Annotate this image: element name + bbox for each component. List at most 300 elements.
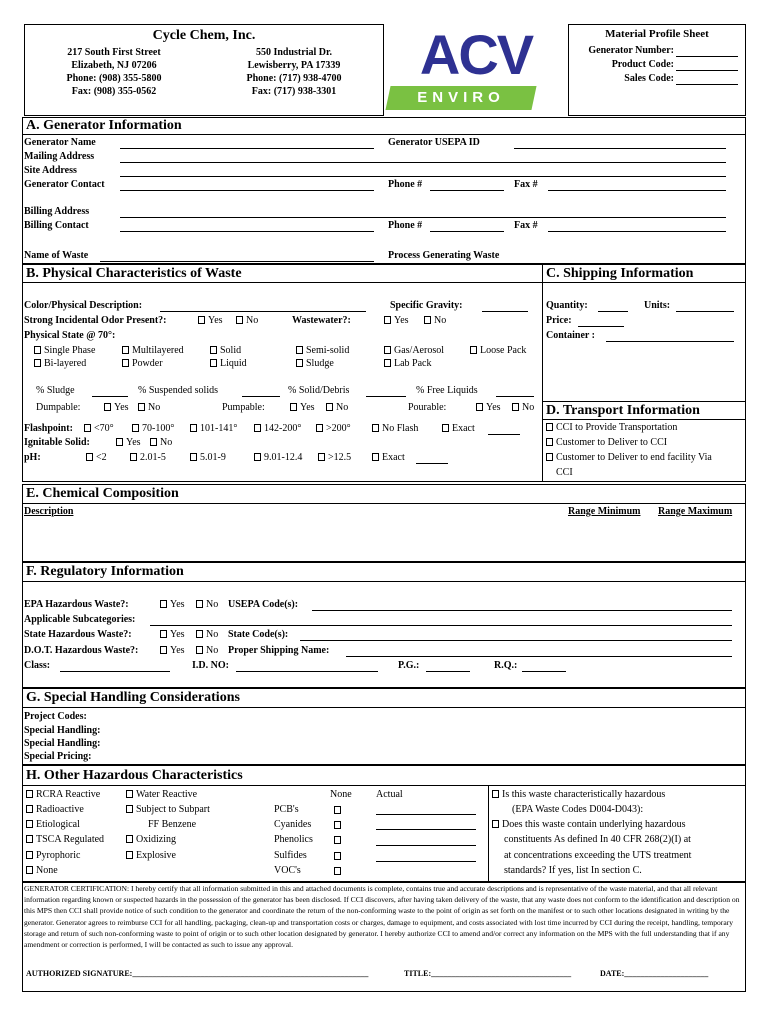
checkbox-icon[interactable] [126,835,133,843]
checkbox-icon[interactable] [122,359,129,367]
container-field[interactable] [606,341,734,342]
option-label: Yes [208,315,223,326]
transport-option-customer-cci[interactable] [546,437,667,449]
fp-option-142-200[interactable] [254,423,301,435]
checkbox-icon[interactable] [236,316,243,324]
section-f-divider [22,581,746,582]
pct-solid-debris-field[interactable] [366,396,406,397]
option-label: >12.5 [328,452,352,463]
pourable-no[interactable] [512,402,534,414]
quantity-field[interactable] [598,311,628,312]
fp-option-lt70[interactable] [84,423,114,435]
ph-option-9-12[interactable] [254,452,302,464]
usepa-id-field[interactable] [514,148,726,149]
gas-aerosol-option[interactable] [384,345,444,357]
id-no-field[interactable] [236,671,378,672]
section-g-divider [22,707,746,708]
checkbox-icon[interactable] [372,424,379,432]
underlying-hazardous-question[interactable] [492,819,686,831]
section-d-divider [542,419,746,420]
sulfides-actual-field[interactable] [376,861,476,862]
pumpable-no[interactable] [326,402,348,414]
pct-sludge-label: % Sludge [36,385,75,396]
checkbox-icon[interactable] [492,820,499,828]
checkbox-icon[interactable] [254,453,261,461]
wastewater-no[interactable] [424,315,446,327]
option-label: Loose Pack [480,345,527,356]
checkbox-icon[interactable] [384,346,391,354]
transport-option-end-facility[interactable] [546,452,712,464]
billing-address-label: Billing Address [24,206,90,217]
ph-option-5-9[interactable] [190,452,226,464]
vocs-label: VOC's [274,865,301,876]
sulfides-label: Sulfides [274,850,307,861]
single-phase-option[interactable] [34,345,95,357]
fp-option-gt200[interactable] [316,423,351,435]
product-code-field[interactable] [676,70,738,71]
epa-hw-label: EPA Hazardous Waste?: [24,599,129,610]
dot-hw-no[interactable] [196,645,218,657]
checkbox-icon[interactable] [546,438,553,446]
pg-field[interactable] [426,671,470,672]
generator-number-label: Generator Number: [588,45,674,56]
generator-number-field[interactable] [676,56,738,57]
company-name: Cycle Chem, Inc. [152,28,256,43]
pyrophoric-option[interactable] [26,850,80,862]
odor-label: Strong Incidental Odor Present?: [24,315,167,326]
usepa-id-label: Generator USEPA ID [388,137,480,148]
checkbox-icon[interactable] [316,424,323,432]
checkbox-icon[interactable] [470,346,477,354]
char-hazardous-question-cont: (EPA Waste Codes D004-D043): [512,804,644,815]
checkbox-icon[interactable] [104,403,111,411]
section-h-divider [22,785,746,786]
checkbox-icon[interactable] [190,424,197,432]
option-label: Yes [170,629,185,640]
checkbox-icon[interactable] [26,851,33,859]
epa-hw-no[interactable] [196,599,218,611]
phenolics-label: Phenolics [274,834,313,845]
none-column-header: None [330,789,352,800]
radioactive-option[interactable] [26,804,84,816]
vocs-none-checkbox[interactable] [334,867,341,875]
phone-label: Phone # [388,179,423,190]
cyanides-label: Cyanides [274,819,312,830]
shipping-name-label: Proper Shipping Name: [228,645,330,656]
option-label: No [148,402,161,413]
checkbox-icon[interactable] [198,316,205,324]
checkbox-icon[interactable] [196,646,203,654]
option-label: Water Reactive [136,789,198,800]
subject-to-subpart-option[interactable] [126,804,210,816]
section-e-title: E. Chemical Composition [26,486,179,501]
pct-free-liquids-field[interactable] [496,396,534,397]
checkbox-icon[interactable] [424,316,431,324]
checkbox-icon[interactable] [34,359,41,367]
explosive-option[interactable] [126,850,176,862]
option-label: 142-200° [264,423,302,434]
address-line: Phone: (908) 355-5800 [66,73,162,84]
checkbox-icon[interactable] [84,424,91,432]
ff-benzene-label: FF Benzene [148,819,197,830]
site-address-field[interactable] [120,176,726,177]
container-label: Container : [546,330,595,341]
dot-hw-yes[interactable] [160,645,185,657]
ph-option-lt2[interactable] [86,452,107,464]
section-c-title: C. Shipping Information [546,266,694,281]
option-label: Yes [300,402,315,413]
section-h-title: H. Other Hazardous Characteristics [26,768,243,783]
semi-solid-option[interactable] [296,345,349,357]
transport-option-cci[interactable] [546,422,677,434]
billing-address-field[interactable] [120,217,726,218]
project-codes-label: Project Codes: [24,711,87,722]
pcbs-actual-field[interactable] [376,814,476,815]
mailing-address-field[interactable] [120,162,726,163]
checkbox-icon[interactable] [210,346,217,354]
address-line: Fax: (908) 355-0562 [71,86,157,97]
section-b-title: B. Physical Characteristics of Waste [26,266,242,281]
acv-enviro-logo [386,24,566,116]
pct-suspended-field[interactable] [242,396,280,397]
option-label: Exact [452,423,475,434]
pct-free-liquids-label: % Free Liquids [416,385,478,396]
checkbox-icon[interactable] [126,805,133,813]
checkbox-icon[interactable] [372,453,379,461]
ignitable-yes[interactable] [116,437,141,449]
certification-text: GENERATOR CERTIFICATION: I hereby certify that all information submitted in this and attached documents is complete, contains true and accurate descriptions and is representative of the waste material, and that all relevant information regarding known or suspected hazards in the possession of the generator has been disclosed. If CCI discovers, after having taken delivery of the waste, that any waste does not conform to the identification and description on this MPS then CCI shall provide notice of such condition to the generator and coordinate the return of the non-conforming waste to the point of origin as set forth on the manifest or to such other locations designated in writing by the generator. Generator agrees to reimburse CCI for all handling, packaging, clean-up and transportation costs or charges, damage to equipment, and costs associated with lost time incurred by CCI during the receipt, handling, temporary storage and return of such non-conforming waste to point of origin or to such other location designated by generator. I hereby authorize CCI to amend and/or correct any information on the MPS with the full understanding that if any amendment or correction is performed, I will be contacted as such to issue any approval. [24,884,740,950]
rq-field[interactable] [522,671,566,672]
pumpable-yes[interactable] [290,402,315,414]
authorized-signature-field[interactable]: AUTHORIZED SIGNATURE:___________________________________________________________ [26,969,369,978]
option-label: Sludge [306,358,334,369]
odor-yes[interactable] [198,315,223,327]
generator-name-label: Generator Name [24,137,96,148]
cyanides-actual-field[interactable] [376,829,476,830]
phenolics-none-checkbox[interactable] [334,836,341,844]
ph-option-exact[interactable] [372,452,405,464]
specific-gravity-field[interactable] [482,311,528,312]
quantity-label: Quantity: [546,300,588,311]
option-label: No [206,629,219,640]
checkbox-icon[interactable] [442,424,449,432]
fp-option-exact[interactable] [442,423,475,435]
powder-option[interactable] [122,358,163,370]
pourable-label: Pourable: [408,402,447,413]
address-line: Fax: (717) 938-3301 [251,86,337,97]
checkbox-icon[interactable] [492,790,499,798]
date-field[interactable]: DATE:_____________________ [600,969,709,978]
subcategories-field[interactable] [150,625,732,626]
sales-code-field[interactable] [676,84,738,85]
option-label: No [522,402,535,413]
subcategories-label: Applicable Subcategories: [24,614,136,625]
address-line: 550 Industrial Dr. [255,47,333,58]
section-d-title: D. Transport Information [546,403,700,418]
ph-option-gt12[interactable] [318,452,351,464]
units-label: Units: [644,300,671,311]
checkbox-icon[interactable] [512,403,519,411]
pct-suspended-label: % Suspended solids [138,385,218,396]
checkbox-icon[interactable] [384,316,391,324]
option-label: RCRA Reactive [36,789,101,800]
option-label: Customer to Deliver to CCI [556,437,668,448]
checkbox-icon[interactable] [296,359,303,367]
section-e-divider [22,503,746,504]
section-b-box [22,264,746,482]
checkbox-icon[interactable] [150,438,157,446]
pourable-yes[interactable] [476,402,501,414]
section-c-divider [542,264,543,482]
checkbox-icon[interactable] [384,359,391,367]
process-generating-label: Process Generating Waste [388,250,500,261]
checkbox-icon[interactable] [546,453,553,461]
class-label: Class: [24,660,51,671]
dot-hw-label: D.O.T. Hazardous Waste?: [24,645,139,656]
checkbox-icon[interactable] [196,600,203,608]
units-field[interactable] [676,311,734,312]
option-label: CCI to Provide Transportation [556,422,678,433]
option-label: 9.01-12.4 [264,452,303,463]
checkbox-icon[interactable] [290,403,297,411]
address-line: Elizabeth, NJ 07206 [71,60,157,71]
checkbox-icon[interactable] [126,790,133,798]
actual-column-header: Actual [376,789,403,800]
sulfides-none-checkbox[interactable] [334,852,341,860]
state-hw-label: State Hazardous Waste?: [24,629,132,640]
checkbox-icon[interactable] [26,820,33,828]
option-label: No [206,599,219,610]
section-a-title: A. Generator Information [26,118,182,133]
option-label: Solid [220,345,242,356]
generator-contact-field[interactable] [120,190,374,191]
checkbox-icon[interactable] [34,346,41,354]
loose-pack-option[interactable] [470,345,526,357]
ph-exact-field[interactable] [416,463,448,464]
ph-option-2-5[interactable] [130,452,166,464]
option-label: <70° [94,423,114,434]
address-line: Lewisberry, PA 17339 [247,60,341,71]
state-codes-field[interactable] [300,640,732,641]
option-label: Yes [170,599,185,610]
fp-option-no-flash[interactable] [372,423,418,435]
color-description-label: Color/Physical Description: [24,300,143,311]
name-of-waste-label: Name of Waste [24,250,89,261]
cyanides-none-checkbox[interactable] [334,821,341,829]
option-label: Radioactive [36,804,84,815]
site-address-label: Site Address [24,165,77,176]
fp-option-70-100[interactable] [132,423,174,435]
checkbox-icon[interactable] [326,403,333,411]
checkbox-icon[interactable] [160,646,167,654]
special-handling-label-2: Special Handling: [24,738,101,749]
phone-field[interactable] [430,190,504,191]
rcra-reactive-option[interactable] [26,789,100,801]
checkbox-icon[interactable] [116,438,123,446]
billing-phone-label: Phone # [388,220,423,231]
option-label: No [336,402,349,413]
wastewater-label: Wastewater?: [292,315,351,326]
fax-field[interactable] [548,190,726,191]
billing-contact-label: Billing Contact [24,220,89,231]
checkbox-icon[interactable] [138,403,145,411]
oxidizing-option[interactable] [126,834,176,846]
specific-gravity-label: Specific Gravity: [390,300,463,311]
char-hazardous-question[interactable] [492,789,665,801]
option-label: <2 [96,452,107,463]
option-label: Yes [394,315,409,326]
option-label: Multilayered [132,345,184,356]
generator-contact-label: Generator Contact [24,179,105,190]
option-label: Etiological [36,819,80,830]
none-option[interactable] [26,865,58,877]
checkbox-icon[interactable] [196,630,203,638]
option-label: No Flash [382,423,419,434]
question-text: Is this waste characteristically hazardous [502,789,666,800]
logo-subtext: ENVIRO [417,89,505,106]
address-block-pa [204,46,384,98]
state-hw-yes[interactable] [160,629,185,641]
checkbox-icon[interactable] [476,403,483,411]
composition-entry-area[interactable] [24,520,744,560]
tsca-regulated-option[interactable] [26,834,104,846]
multilayered-option[interactable] [122,345,184,357]
ph-label: pH: [24,452,41,463]
class-field[interactable] [60,671,170,672]
pcbs-none-checkbox[interactable] [334,806,341,814]
address-line: Phone: (717) 938-4700 [246,73,342,84]
checkbox-icon[interactable] [26,805,33,813]
option-label: 5.01-9 [200,452,226,463]
option-label: Explosive [136,850,176,861]
option-label: No [434,315,447,326]
checkbox-icon[interactable] [26,866,33,874]
rq-label: R.Q.: [494,660,518,671]
checkbox-icon[interactable] [86,453,93,461]
fp-exact-field[interactable] [488,434,520,435]
sales-code-label: Sales Code: [624,73,674,84]
dumpable-yes[interactable] [104,402,129,414]
ignitable-no[interactable] [150,437,172,449]
bi-layered-option[interactable] [34,358,86,370]
checkbox-icon[interactable] [26,835,33,843]
option-label: 70-100° [142,423,175,434]
section-b-divider [22,282,746,283]
checkbox-icon[interactable] [26,790,33,798]
product-code-label: Product Code: [611,59,674,70]
option-label: Liquid [220,358,247,369]
checkbox-icon[interactable] [160,630,167,638]
checkbox-icon[interactable] [132,424,139,432]
lab-pack-option[interactable] [384,358,432,370]
option-label: No [160,437,173,448]
option-label: Bi-layered [44,358,87,369]
billing-phone-field[interactable] [430,231,504,232]
section-h-col-divider [488,785,489,882]
option-label: Lab Pack [394,358,432,369]
water-reactive-option[interactable] [126,789,197,801]
option-label: Gas/Aerosol [394,345,444,356]
option-label: Semi-solid [306,345,350,356]
dumpable-no[interactable] [138,402,160,414]
checkbox-icon[interactable] [546,423,553,431]
option-label: Single Phase [44,345,96,356]
option-label: TSCA Regulated [36,834,105,845]
option-label: Pyrophoric [36,850,81,861]
dumpable-label: Dumpable: [36,402,81,413]
usepa-codes-field[interactable] [312,610,732,611]
special-handling-label-1: Special Handling: [24,725,101,736]
section-g-title: G. Special Handling Considerations [26,690,240,705]
checkbox-icon[interactable] [190,453,197,461]
physical-state-label: Physical State @ 70°: [24,330,116,341]
billing-fax-field[interactable] [548,231,726,232]
price-label: Price: [546,315,572,326]
state-hw-no[interactable] [196,629,218,641]
wastewater-yes[interactable] [384,315,409,327]
option-label: >200° [326,423,351,434]
option-label: None [36,865,58,876]
underlying-question-line2: constituents As defined In 40 CFR 268(2)(I) at [504,834,691,845]
option-label: Yes [126,437,141,448]
price-field[interactable] [578,326,624,327]
pg-label: P.G.: [398,660,420,671]
phenolics-actual-field[interactable] [376,845,476,846]
billing-fax-label: Fax # [514,220,538,231]
checkbox-icon[interactable] [296,346,303,354]
odor-no[interactable] [236,315,258,327]
pumpable-label: Pumpable: [222,402,265,413]
state-codes-label: State Code(s): [228,629,289,640]
epa-hw-yes[interactable] [160,599,185,611]
option-label: 101-141° [200,423,238,434]
option-label: Yes [486,402,501,413]
usepa-codes-label: USEPA Code(s): [228,599,299,610]
description-header: Description [24,506,74,517]
checkbox-icon[interactable] [210,359,217,367]
etiological-option[interactable] [26,819,80,831]
solid-option[interactable] [210,345,241,357]
title-field[interactable]: TITLE:___________________________________ [404,969,572,978]
billing-contact-field[interactable] [120,231,374,232]
checkbox-icon[interactable] [318,453,325,461]
fax-label: Fax # [514,179,538,190]
generator-name-field[interactable] [120,148,374,149]
liquid-option[interactable] [210,358,247,370]
section-f-title: F. Regulatory Information [26,564,184,579]
mailing-address-label: Mailing Address [24,151,95,162]
option-label: 2.01-5 [140,452,166,463]
name-of-waste-field[interactable] [100,261,374,262]
checkbox-icon[interactable] [126,851,133,859]
fp-option-101-141[interactable] [190,423,237,435]
option-label: No [246,315,259,326]
color-description-field[interactable] [160,311,366,312]
range-max-header: Range Maximum [658,506,733,517]
logo-wordmark: ACV [419,23,533,86]
sludge-option[interactable] [296,358,334,370]
shipping-name-field[interactable] [346,656,732,657]
pct-sludge-field[interactable] [92,396,128,397]
checkbox-icon[interactable] [254,424,261,432]
address-line: 217 South First Street [67,47,161,58]
option-label: Yes [170,645,185,656]
checkbox-icon[interactable] [122,346,129,354]
checkbox-icon[interactable] [160,600,167,608]
option-label: Oxidizing [136,834,176,845]
option-label: No [206,645,219,656]
checkbox-icon[interactable] [130,453,137,461]
